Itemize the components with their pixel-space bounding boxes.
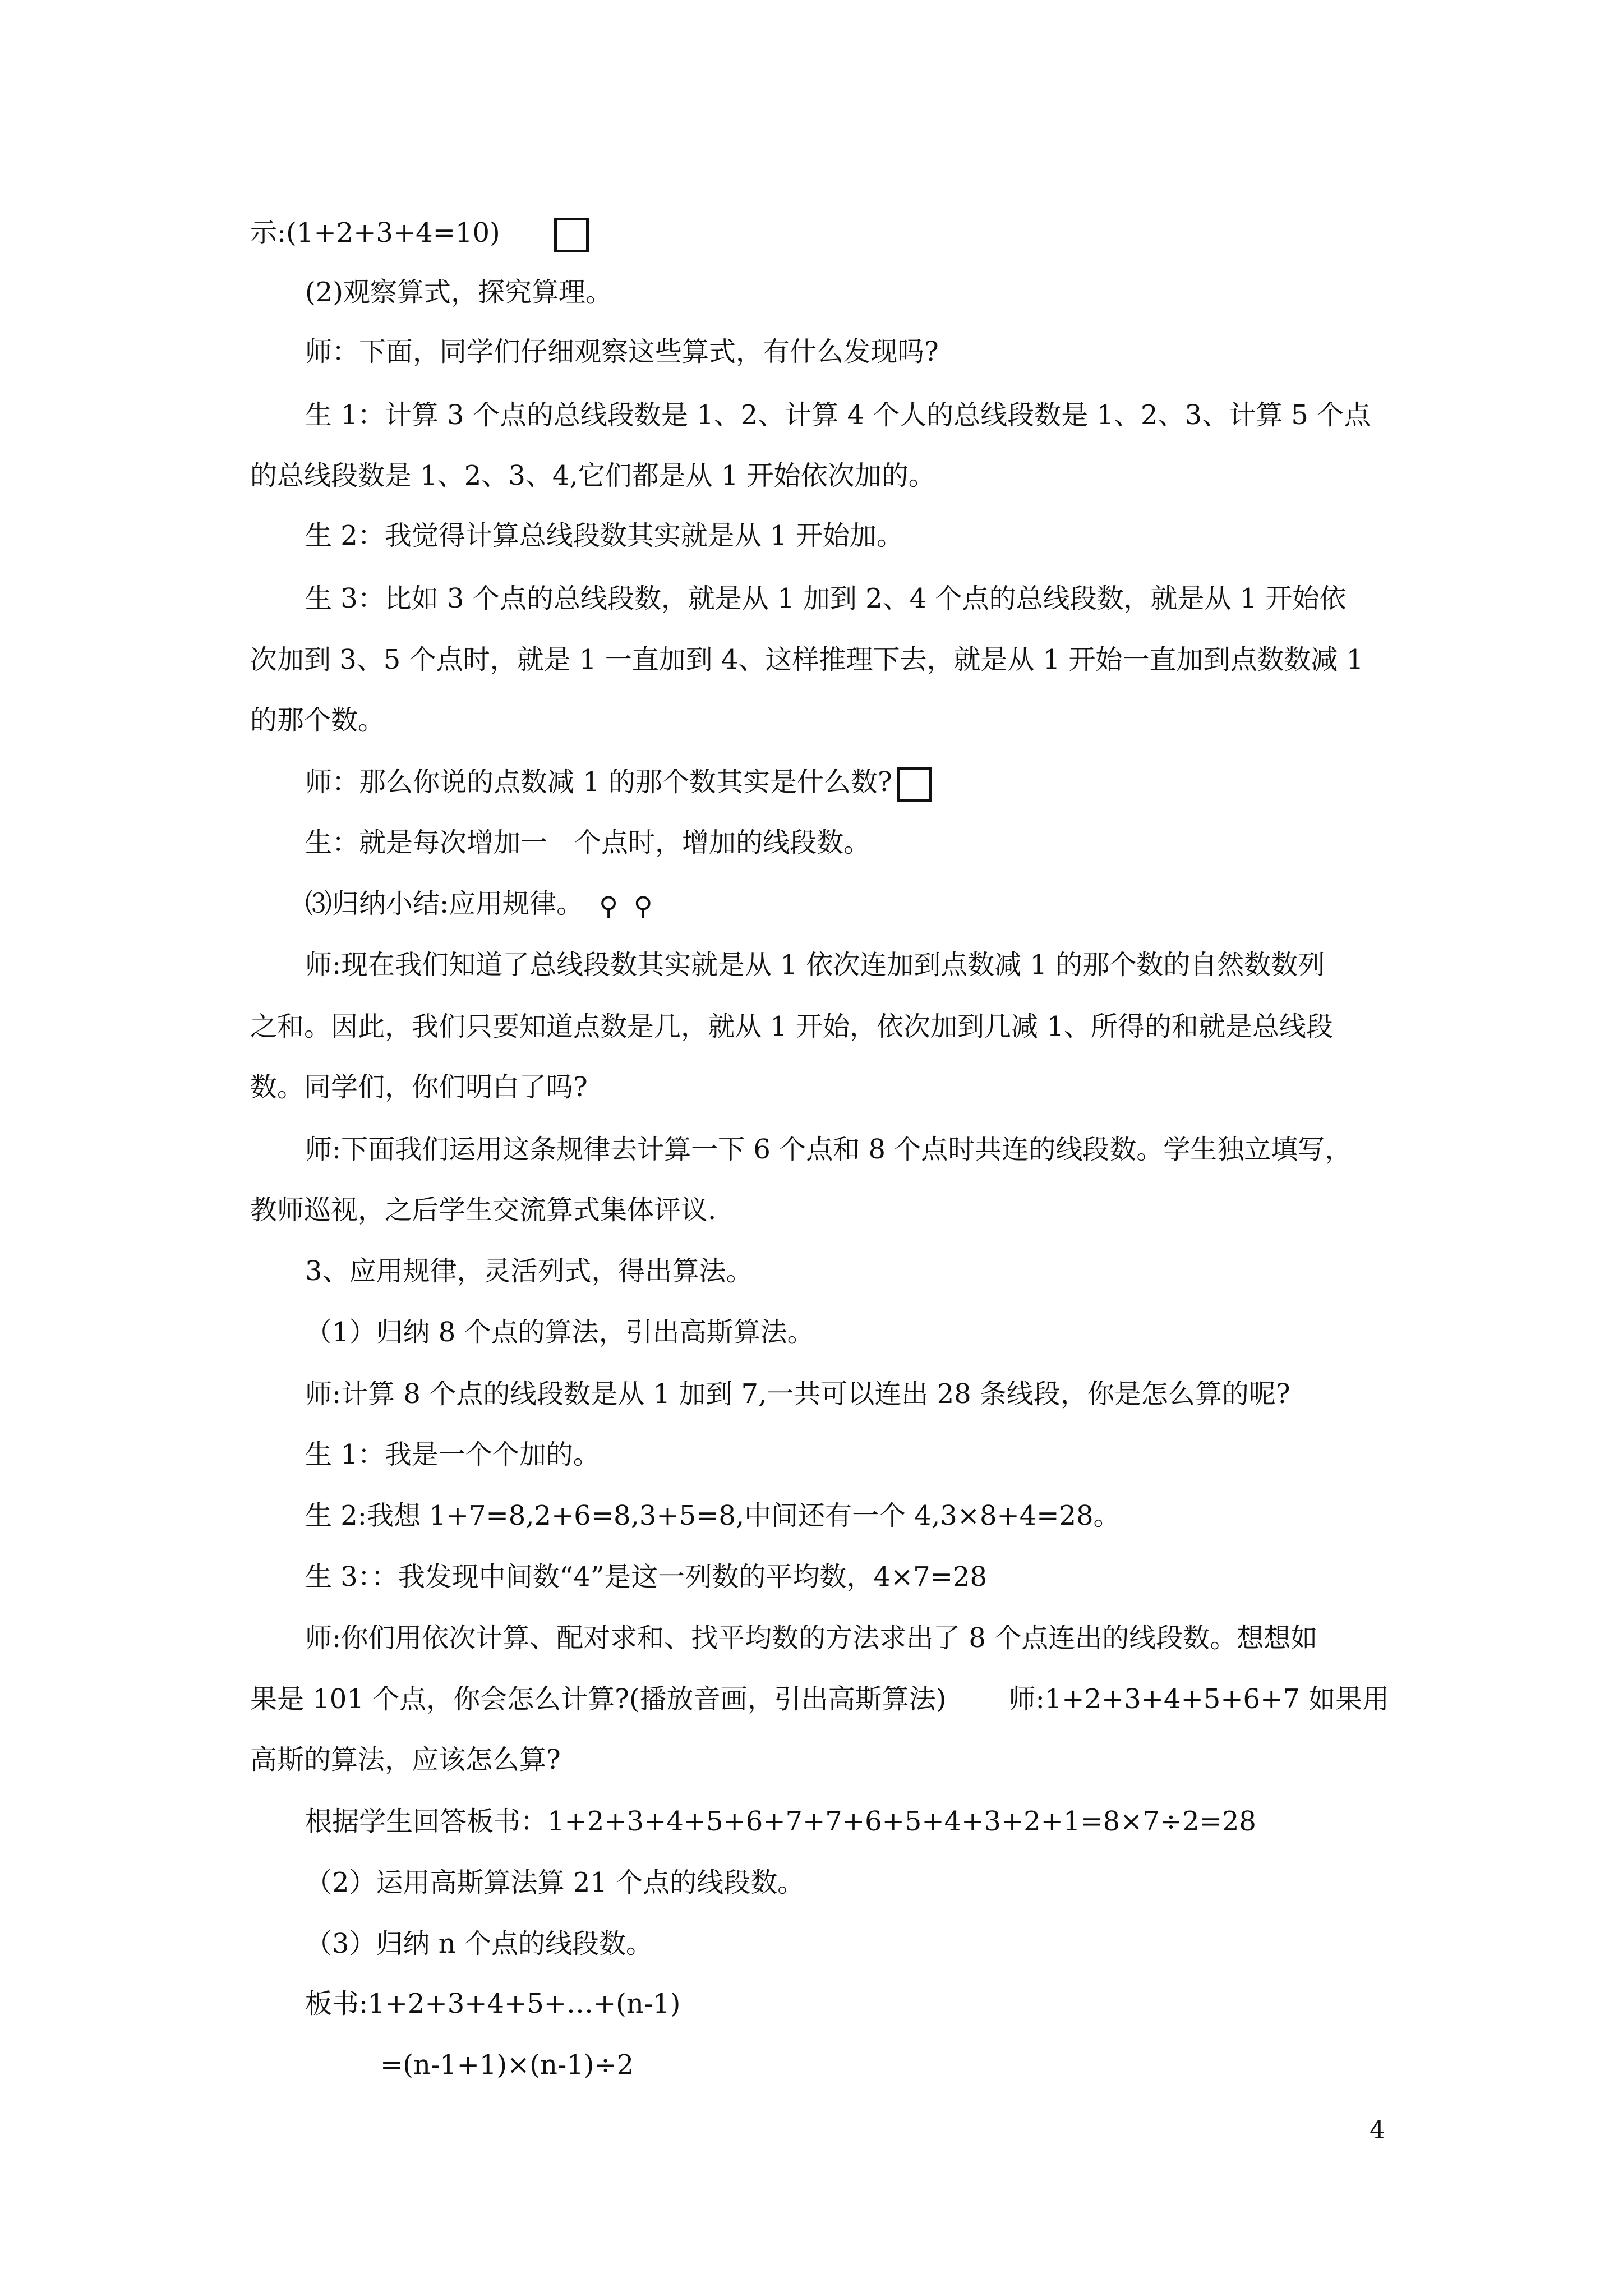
- page-number: 4: [1370, 2116, 1385, 2145]
- magnifier-icon: ⚲: [633, 890, 653, 921]
- text-line: 的那个数。: [250, 705, 385, 736]
- text-line: 数。同学们，你们明白了吗?: [250, 1071, 588, 1103]
- text-line: (2)观察算式，探究算理。: [305, 277, 612, 308]
- magnifier-icon: ⚲: [599, 890, 618, 921]
- text-line: 根据学生回答板书：1+2+3+4+5+6+7+7+6+5+4+3+2+1=8×7÷2=28: [305, 1806, 1256, 1837]
- text-line: 生 3：：我发现中间数“4”是这一列数的平均数，4×7=28: [305, 1561, 988, 1593]
- text-line: 次加到 3、5 个点时，就是 1 一直加到 4、这样推理下去，就是从 1 开始一直加到点数数减 1: [250, 644, 1364, 675]
- text-line: 生 3：比如 3 个点的总线段数，就是从 1 加到 2、4 个点的总线段数，就是从 1 开始依: [305, 583, 1347, 614]
- text-line: 师:现在我们知道了总线段数其实就是从 1 依次连加到点数减 1 的那个数的自然数数列: [305, 949, 1325, 981]
- text-line: 师：下面，同学们仔细观察这些算式，有什么发现吗?: [305, 336, 939, 367]
- text-line: 师:你们用依次计算、配对求和、找平均数的方法求出了 8 个点连出的线段数。想想如: [305, 1622, 1318, 1654]
- text-line: =(n-1+1)×(n-1)÷2: [380, 2049, 634, 2081]
- text-line: 高斯的算法，应该怎么算?: [250, 1744, 561, 1775]
- text-line: 3、应用规律，灵活列式，得出算法。: [305, 1255, 753, 1287]
- text-line: 果是 101 个点，你会怎么计算?(播放音画，引出高斯算法) 师:1+2+3+4+5+6+7 如果用: [250, 1683, 1390, 1715]
- text-span: ⑶归纳小结:应用规律。: [305, 888, 584, 919]
- text-line: 师:计算 8 个点的线段数是从 1 加到 7,一共可以连出 28 条线段，你是怎么算的呢?: [305, 1378, 1290, 1410]
- text-line: 板书:1+2+3+4+5+…+(n-1): [305, 1988, 681, 2019]
- text-line: 生：就是每次增加一 个点时，增加的线段数。: [305, 827, 871, 858]
- text-line: 师:下面我们运用这条规律去计算一下 6 个点和 8 个点时共连的线段数。学生独立填写，: [305, 1134, 1352, 1165]
- text-line: 之和。因此，我们只要知道点数是几，就从 1 开始，依次加到几减 1、所得的和就是总线段: [250, 1011, 1333, 1042]
- square-box-icon: [554, 218, 589, 252]
- text-line: 的总线段数是 1、2、3、4,它们都是从 1 开始依次加的。: [250, 460, 935, 491]
- text-line: 生 1：计算 3 个点的总线段数是 1、2、计算 4 个人的总线段数是 1、2、3、计算 5 个点: [305, 399, 1371, 431]
- text-line: [305, 765, 932, 802]
- text-line: 生 1：我是一个个加的。: [305, 1439, 600, 1470]
- text-line: 教师巡视，之后学生交流算式集体评议.: [250, 1194, 717, 1226]
- text-line: （1）归纳 8 个点的算法，引出高斯算法。: [305, 1317, 814, 1348]
- square-box-icon: [897, 767, 932, 802]
- text-line: [250, 216, 589, 252]
- text-line: （3）归纳 n 个点的线段数。: [305, 1928, 653, 1959]
- text-line: 生 2：我觉得计算总线段数其实就是从 1 开始加。: [305, 520, 903, 551]
- text-line: 生 2:我想 1+7=8,2+6=8,3+5=8,中间还有一个 4,3×8+4=28。: [305, 1500, 1121, 1531]
- text-line: （2）运用高斯算法算 21 个点的线段数。: [305, 1867, 805, 1898]
- text-span: 示:(1+2+3+4=10): [250, 217, 500, 249]
- text-span: 师：那么你说的点数减 1 的那个数其实是什么数?: [305, 766, 892, 798]
- text-line: [305, 887, 653, 923]
